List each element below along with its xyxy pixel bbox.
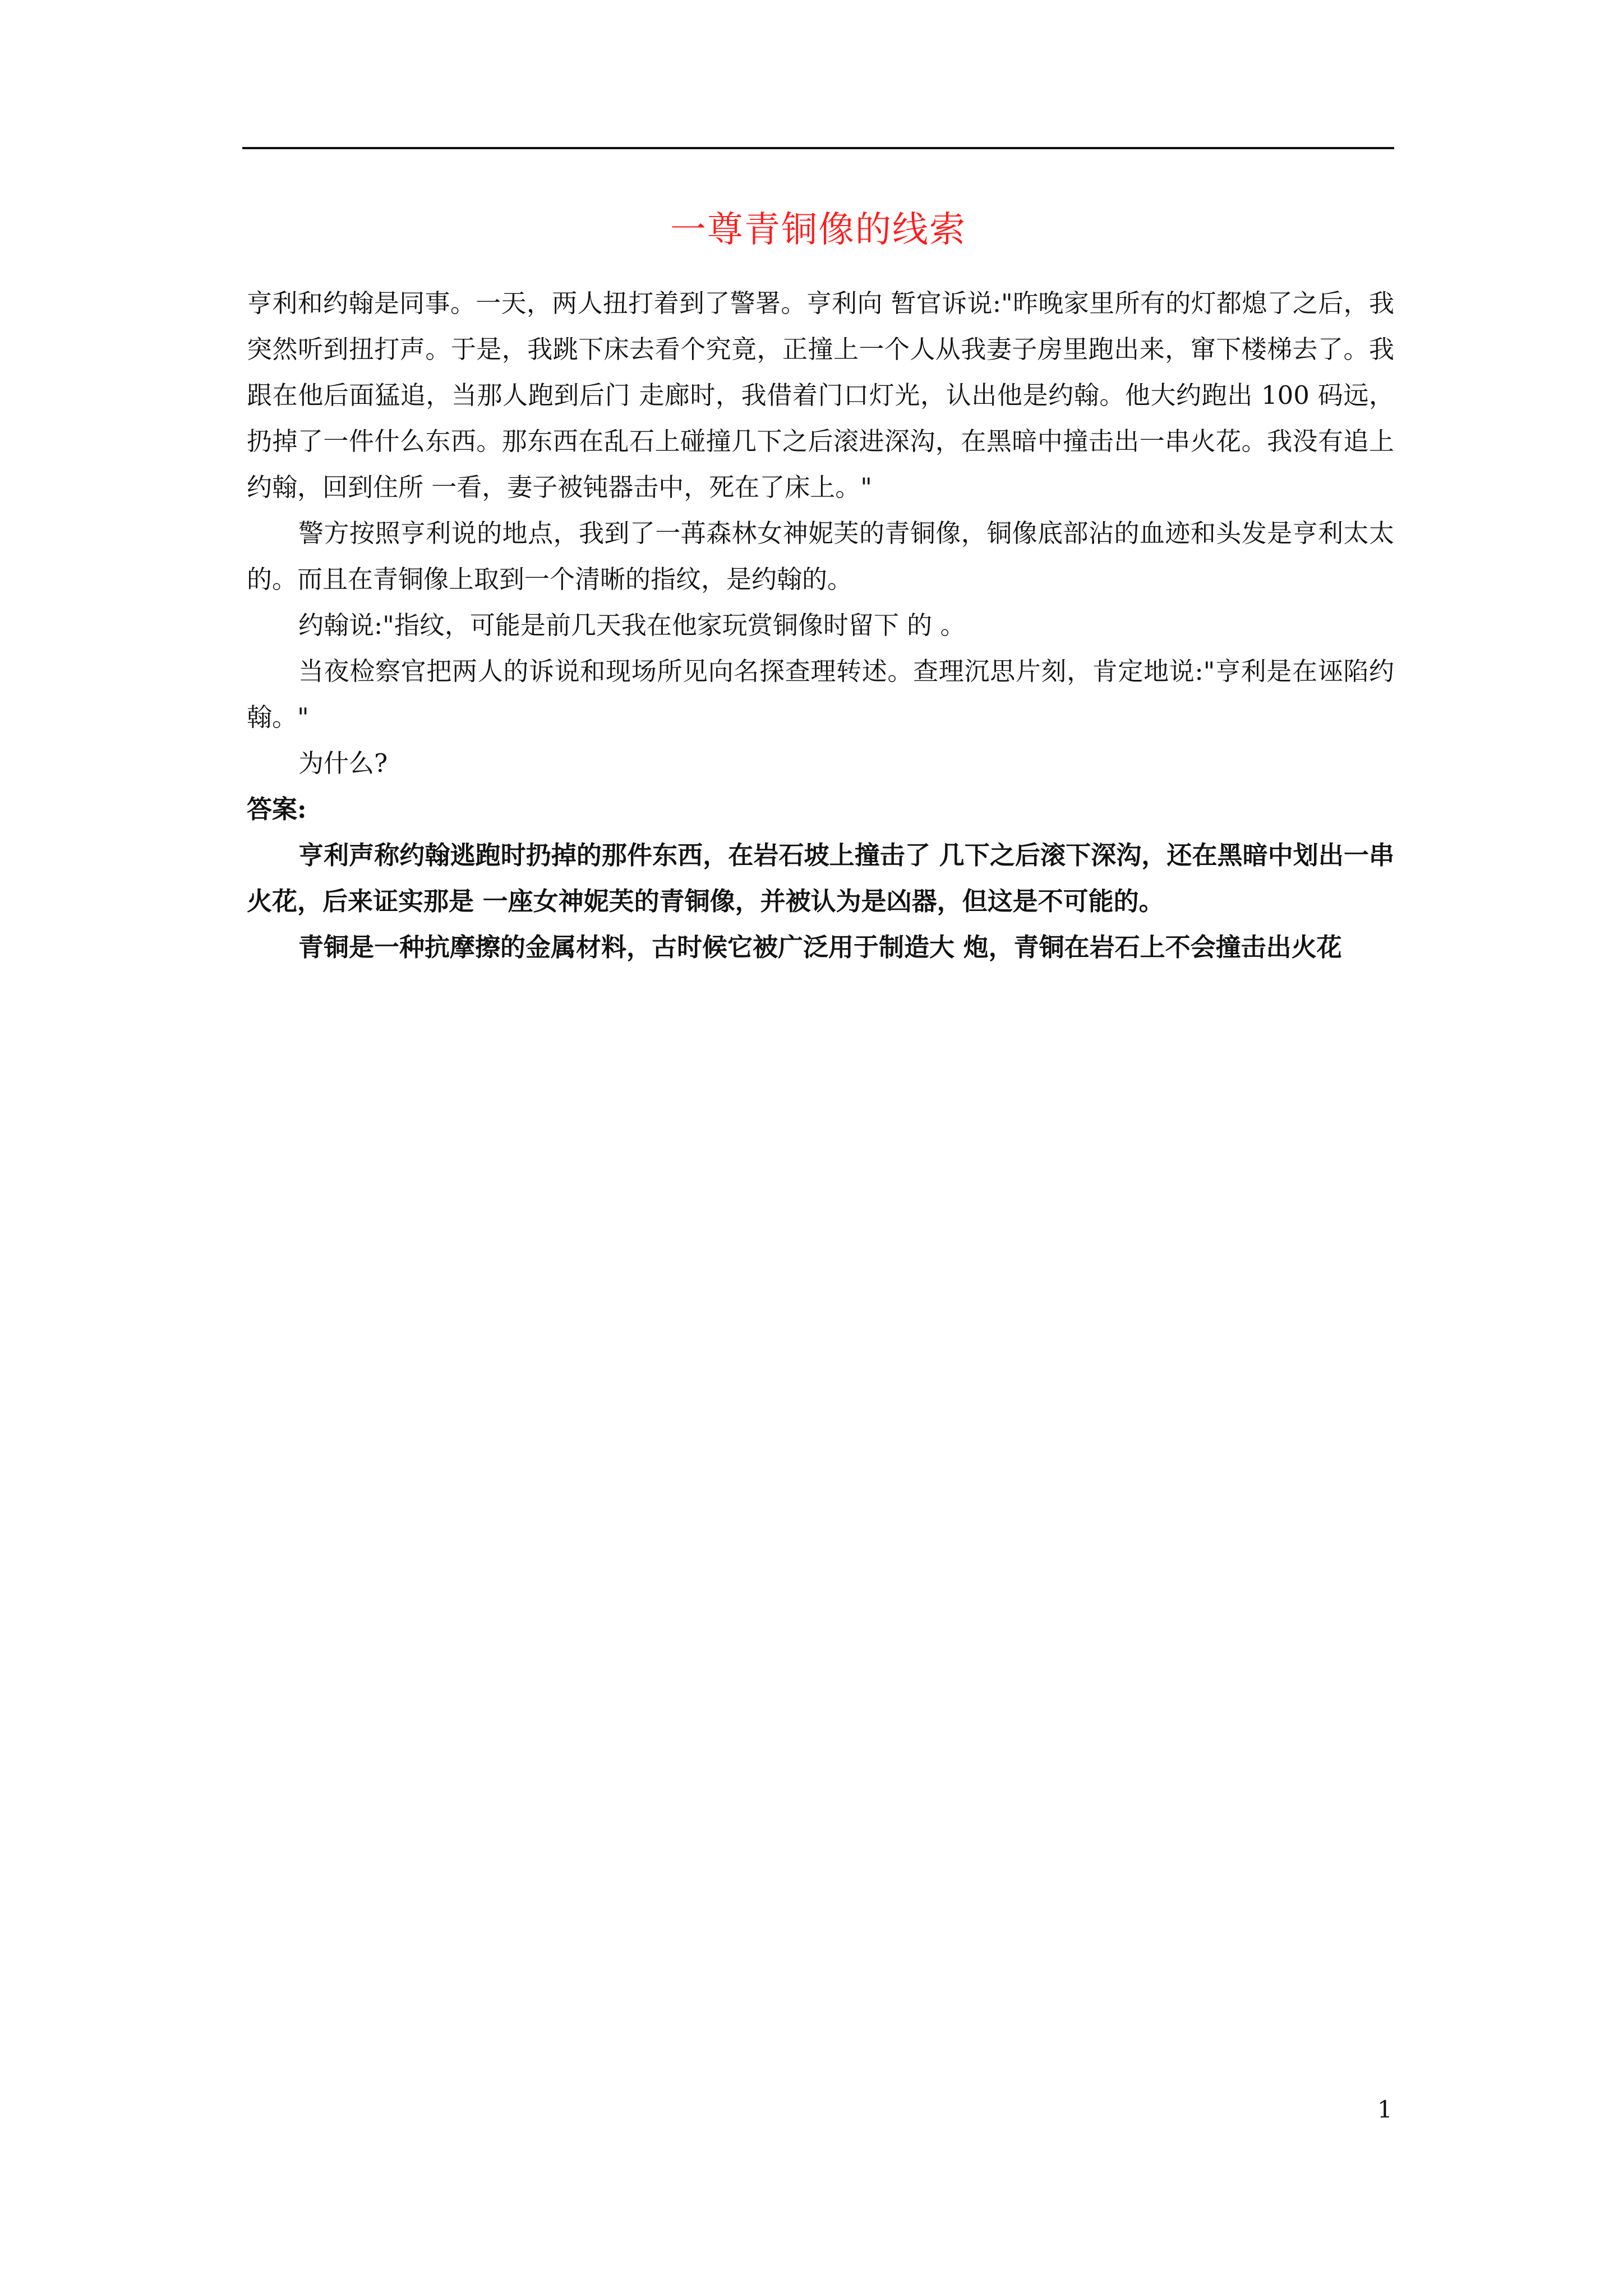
document-body	[247, 280, 1394, 970]
story-paragraph-3: 约翰说:"指纹，可能是前几天我在他家玩赏铜像时留下 的 。	[298, 610, 966, 640]
document-title: 一尊青铜像的线索	[670, 209, 966, 251]
story-paragraph-4: 当夜检察官把两人的诉说和现场所见向名探查理转述。查理沉思片刻，肯定地说:"亨利是在诬陷约翰。"	[247, 656, 1394, 732]
question-paragraph: 为什么?	[298, 748, 388, 778]
answer-paragraph-1: 亨利声称约翰逃跑时扔掉的那件东西，在岩石坡上撞击了 几下之后滚下深沟，还在黑暗中划出一串火花，后来证实那是 一座女神妮芙的青铜像，并被认为是凶器，但这是不可能的。	[247, 840, 1394, 916]
page-number: 1	[1377, 2096, 1393, 2123]
header-rule	[242, 147, 1394, 149]
story-paragraph-1: 亨利和约翰是同事。一天，两人扭打着到了警署。亨利向 暂官诉说:"昨晚家里所有的灯都熄了之后，我突然听到扭打声。于是，我跳下床去看个究竟，正撞上一个人从我妻子房里跑出来，窜下楼梯去了。我跟在他后面猛追，当那人跑到后门 走廊时，我借着门口灯光，认出他是约翰。他大约跑出 100 码远，扔掉了一件什么东西。那东西在乱石上碰撞几下之后滚进深沟，在黑暗中撞击出一串火花。我没有追上约翰，回到住所 一看，妻子被钝器击中，死在了床上。"	[247, 288, 1394, 502]
answer-paragraph-2: 青铜是一种抗摩擦的金属材料，古时候它被广泛用于制造大 炮，青铜在岩石上不会撞击出火花	[298, 932, 1342, 962]
answer-heading: 答案:	[247, 794, 307, 824]
story-paragraph-2: 警方按照亨利说的地点，我到了一苒森林女神妮芙的青铜像，铜像底部沾的血迹和头发是亨利太太的。而且在青铜像上取到一个清晰的指纹，是约翰的。	[247, 518, 1394, 594]
